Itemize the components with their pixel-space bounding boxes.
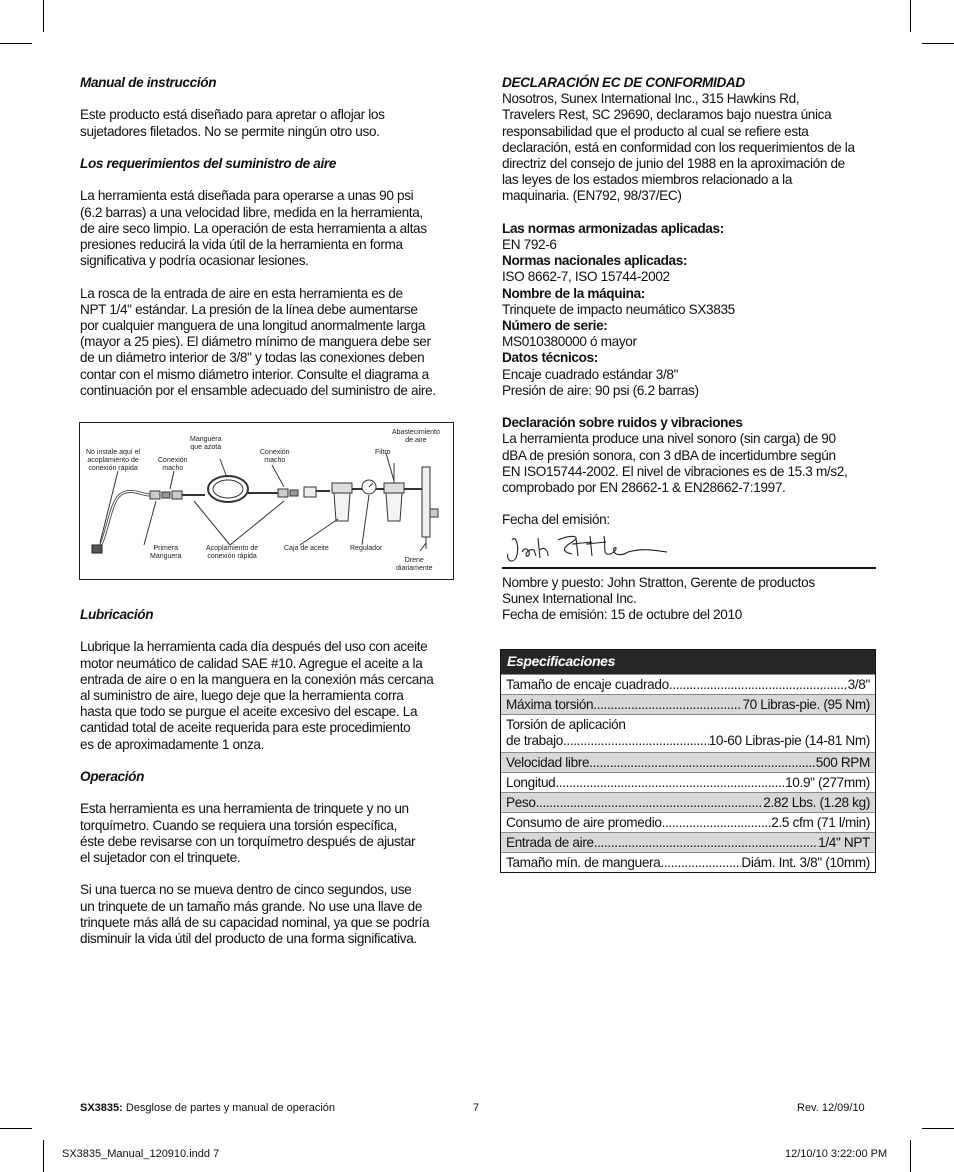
table-row bbox=[501, 772, 875, 792]
text-line: Lubrique la herramienta cada día después del uso con aceite bbox=[80, 639, 428, 655]
text-line: significativa y podría ocasionar lesiones. bbox=[80, 253, 309, 269]
label-technical-data: Datos técnicos: bbox=[502, 350, 598, 366]
spec-key: de trabajo bbox=[506, 733, 563, 749]
text-line: Esta herramienta es una herramienta de trinquete y no un bbox=[80, 801, 409, 817]
text-line: responsabilidad que el producto al cual se refiere esta bbox=[502, 123, 809, 139]
diagram-label-acoplamiento: Acoplamiento de conexión rápida bbox=[206, 545, 259, 560]
crop-mark bbox=[0, 1128, 32, 1129]
spec-value: 10-60 Libras-pie (14-81 Nm) bbox=[708, 733, 870, 749]
value-technical-data: Presión de aire: 90 psi (6.2 barras) bbox=[502, 382, 699, 398]
text-line: directriz del consejo de junio del 1988 en la aproximación de bbox=[502, 156, 845, 172]
spec-key: Velocidad libre bbox=[506, 755, 590, 770]
left-column bbox=[80, 75, 458, 399]
text-line: dBA de presión sonora, con 3 dBA de incertidumbre según bbox=[502, 447, 836, 463]
text-line: torquímetro. Cuando se requiera una torsión específica, bbox=[80, 817, 398, 833]
text-line: comprobado por EN 28662-1 & EN28662-7:1997. bbox=[502, 480, 786, 496]
table-row bbox=[501, 812, 875, 832]
text-line: contar con el mismo diámetro interior. Consulte el diagrama a bbox=[80, 366, 429, 382]
spec-value: 70 Libras-pie. (95 Nm) bbox=[742, 697, 870, 712]
spec-value: 2.5 cfm (71 l/min) bbox=[771, 815, 870, 830]
spec-value: 3/8" bbox=[847, 677, 870, 692]
signature-line bbox=[502, 567, 876, 569]
paragraph-operation-1 bbox=[80, 801, 458, 866]
value-serial-number: MS010380000 ó mayor bbox=[502, 334, 637, 350]
crop-mark bbox=[43, 1140, 44, 1172]
page-number: 7 bbox=[473, 1102, 480, 1114]
spec-key: Longitud bbox=[506, 775, 556, 790]
right-column bbox=[502, 75, 876, 529]
text-line: sujetadores filetados. No se permite ningún otro uso. bbox=[80, 123, 380, 139]
text-line: el sujetador con el trinquete. bbox=[80, 850, 241, 865]
paragraph-lubrication bbox=[80, 639, 458, 752]
diagram-label-manguera-azota: Manguera que azota bbox=[190, 436, 222, 451]
text-line: Si una tuerca no se mueva dentro de cinco segundos, use bbox=[80, 882, 412, 898]
footer-description: Desglose de partes y manual de operación bbox=[122, 1102, 335, 1114]
label-serial-number: Número de serie: bbox=[502, 318, 608, 334]
heading-air-supply: Los requerimientos del suministro de aire bbox=[80, 155, 337, 171]
spec-value: Diám. Int. 3/8" (10mm) bbox=[741, 855, 870, 870]
label-national-standards: Normas nacionales aplicadas: bbox=[502, 253, 688, 269]
crop-mark bbox=[910, 0, 911, 32]
air-supply-diagram bbox=[79, 422, 454, 580]
value-harmonized-standards: EN 792-6 bbox=[502, 237, 557, 253]
text-line: Nombre y puesto: John Stratton, Gerente de productos bbox=[502, 575, 815, 590]
paragraph-declaration bbox=[502, 91, 876, 204]
signature bbox=[502, 530, 672, 568]
text-line: Nosotros, Sunex International Inc., 315 Hawkins Rd, bbox=[502, 91, 800, 107]
label-machine-name: Nombre de la máquina: bbox=[502, 285, 645, 301]
text-line: cantidad total de aceite requerida para este procedimiento bbox=[80, 720, 411, 736]
text-line: Este producto está diseñado para apretar o aflojar los bbox=[80, 107, 385, 123]
paragraph-noise-vibration bbox=[502, 431, 876, 496]
table-row bbox=[501, 832, 875, 852]
text-line: por cualquier manguera de una longitud anormalmente larga bbox=[80, 317, 426, 333]
diagram-label-conexion-macho-2: Conexión macho bbox=[260, 449, 290, 464]
footer-model: SX3835: bbox=[80, 1102, 123, 1114]
print-timestamp: 12/10/10 3:22:00 PM bbox=[785, 1148, 888, 1160]
table-row bbox=[501, 852, 875, 872]
label-issue-date: Fecha del emisión: bbox=[502, 512, 610, 528]
crop-mark bbox=[910, 1140, 911, 1172]
crop-mark bbox=[922, 43, 954, 44]
text-line: disminuir la vida útil del producto de una forma significativa. bbox=[80, 931, 417, 946]
spec-key: Tamaño de encaje cuadrado bbox=[506, 677, 669, 692]
table-row bbox=[501, 792, 875, 812]
air-supply-drawing bbox=[80, 423, 453, 579]
table-row bbox=[501, 694, 875, 714]
spec-value: 10.9" (277mm) bbox=[785, 775, 870, 790]
paragraph-air-2 bbox=[80, 286, 458, 399]
heading-declaration: DECLARACIÓN EC DE CONFORMIDAD bbox=[502, 75, 745, 90]
heading-lubrication: Lubricación bbox=[80, 607, 154, 622]
specifications-title: Especificaciones bbox=[501, 650, 875, 674]
paragraph-air-1 bbox=[80, 188, 458, 269]
value-technical-data: Encaje cuadrado estándar 3/8" bbox=[502, 366, 679, 382]
footer-title bbox=[80, 1102, 335, 1115]
text-line: entrada de aire o en la manguera en la conexión más cercana bbox=[80, 671, 434, 687]
heading-manual: Manual de instrucción bbox=[80, 75, 217, 90]
indd-filename: SX3835_Manual_120910.indd 7 bbox=[62, 1148, 220, 1160]
text-line: continuación por el ensamble adecuado del suministro de aire. bbox=[80, 382, 436, 398]
label-harmonized-standards: Las normas armonizadas aplicadas: bbox=[502, 220, 724, 236]
text-line: trinquete más allá de su capacidad nominal, ya que se podría bbox=[80, 914, 430, 930]
value-national-standards: ISO 8662-7, ISO 15744-2002 bbox=[502, 269, 670, 285]
text-line: de aire seco limpio. La operación de esta herramienta a altas bbox=[80, 220, 427, 236]
text-line: hasta que todo se purgue el aceite excesivo del escape. La bbox=[80, 704, 418, 720]
text-line: declaración, está en conformidad con los requerimientos de la bbox=[502, 139, 855, 155]
text-line: presiones reducirá la vida útil de la herramienta en forma bbox=[80, 236, 403, 252]
paragraph-manual bbox=[80, 107, 458, 139]
diagram-label-drene: Drene diariamente bbox=[396, 557, 433, 572]
text-line: Travelers Rest, SC 29690, declaramos bajo nuestra única bbox=[502, 107, 832, 123]
text-line: NPT 1/4" estándar. La presión de la línea debe aumentarse bbox=[80, 301, 418, 317]
diagram-label-filtro: Filtro bbox=[375, 449, 391, 456]
text-line: La rosca de la entrada de aire en esta herramienta es de bbox=[80, 285, 403, 301]
spec-key: Torsión de aplicación bbox=[506, 717, 626, 732]
spec-key: Peso bbox=[506, 795, 536, 810]
text-line: éste debe revisarse con un torquímetro después de ajustar bbox=[80, 833, 416, 849]
diagram-label-abastecimiento: Abastecimiento de aire bbox=[392, 429, 440, 444]
text-line: EN ISO15744-2002. El nivel de vibraciones es de 15.3 m/s2, bbox=[502, 463, 848, 479]
diagram-label-no-instale: No instale aquí el acoplamiento de conexión rápida bbox=[86, 449, 141, 472]
text-line: maquinaria. (EN792, 98/37/EC) bbox=[502, 188, 682, 204]
text-line: La herramienta produce una nivel sonoro (sin carga) de 90 bbox=[502, 431, 836, 447]
signer-info bbox=[502, 575, 876, 624]
text-line: La herramienta está diseñada para operarse a unas 90 psi bbox=[80, 188, 414, 204]
diagram-label-caja-aceite: Caja de aceite bbox=[284, 545, 329, 552]
value-machine-name: Trinquete de impacto neumático SX3835 bbox=[502, 301, 735, 317]
text-line: motor neumático de calidad SAE #10. Agregue el aceite a la bbox=[80, 655, 423, 671]
text-line: de un diámetro interior de 3/8" y todas las conexiones deben bbox=[80, 350, 425, 366]
text-line: al suministro de aire, luego deje que la herramienta corra bbox=[80, 688, 404, 703]
text-line: un trinquete de un tamaño más grande. No use una llave de bbox=[80, 898, 423, 914]
specifications-table bbox=[500, 649, 876, 873]
text-line: las leyes de los estados miembros relacionado a la bbox=[502, 172, 793, 188]
spec-key: Entrada de aire bbox=[506, 835, 594, 850]
crop-mark bbox=[0, 43, 32, 44]
revision: Rev. 12/09/10 bbox=[797, 1102, 865, 1114]
crop-mark bbox=[43, 0, 44, 32]
text-line: (mayor a 25 pies). El diámetro mínimo de manguera debe ser bbox=[80, 334, 431, 350]
text-line: es de aproximadamente 1 onza. bbox=[80, 736, 265, 752]
label-noise-vibration: Declaración sobre ruidos y vibraciones bbox=[502, 415, 743, 431]
spec-value: 500 RPM bbox=[815, 755, 870, 770]
spec-key: Máxima torsión bbox=[506, 697, 594, 712]
spec-value: 1/4" NPT bbox=[818, 835, 870, 850]
heading-operation: Operación bbox=[80, 769, 145, 784]
text-line: (6.2 barras) a una velocidad libre, medida en la herramienta, bbox=[80, 204, 423, 220]
table-row bbox=[501, 714, 875, 752]
crop-mark bbox=[922, 1128, 954, 1129]
diagram-label-primera-manguera: Primera Manguera bbox=[150, 545, 182, 560]
table-row bbox=[501, 674, 875, 694]
left-column-lower bbox=[80, 607, 458, 947]
text-line: Fecha de emisión: 15 de octubre del 2010 bbox=[502, 607, 742, 623]
diagram-label-regulador: Regulador bbox=[350, 545, 383, 552]
text-line: Sunex International Inc. bbox=[502, 591, 637, 607]
table-row bbox=[501, 752, 875, 772]
spec-key: Tamaño mín. de manguera bbox=[506, 855, 661, 870]
spec-key: Consumo de aire promedio. bbox=[506, 815, 665, 830]
paragraph-operation-2 bbox=[80, 882, 458, 947]
diagram-label-conexion-macho-1: Conexión macho bbox=[158, 457, 188, 472]
spec-value: 2.82 Lbs. (1.28 kg) bbox=[763, 795, 870, 810]
